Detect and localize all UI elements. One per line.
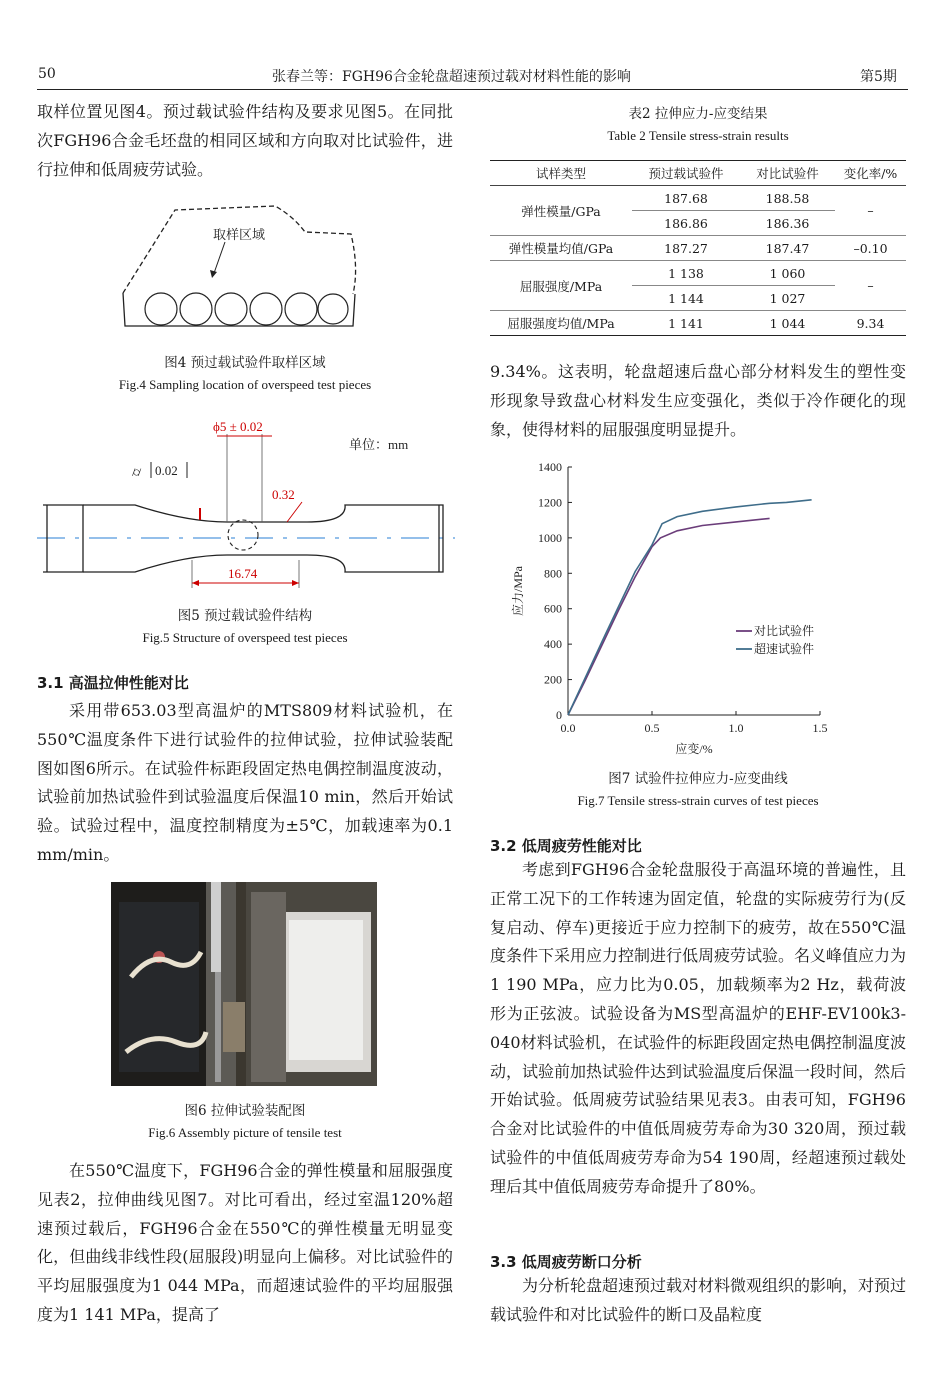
- table-header: 变化率/%: [835, 161, 906, 186]
- blank-disc-outline: [123, 206, 356, 294]
- sample-circle: [250, 293, 282, 325]
- header-rule: [37, 89, 908, 90]
- y-tick-label: 400: [544, 637, 562, 652]
- table-header: 对比试验件: [740, 161, 835, 186]
- y-tick-label: 800: [544, 566, 562, 581]
- figure7-caption-en: Fig.7 Tensile stress-strain curves of test pieces: [577, 793, 819, 808]
- row-label: 弹性模量均值/GPa: [490, 236, 632, 261]
- unit-label: 单位：mm: [349, 437, 409, 452]
- x-tick-label: 0.5: [644, 721, 660, 735]
- photo-illustration: [111, 882, 377, 1086]
- figure6-caption-en: Fig.6 Assembly picture of tensile test: [148, 1125, 342, 1140]
- sample-circle: [285, 293, 317, 325]
- table-cell: 188.58: [765, 190, 810, 206]
- y-tick-label: 600: [544, 601, 562, 616]
- figure4-caption-cn: 图4 预过载试验件取样区域: [164, 355, 326, 371]
- row-label: 屈服强度/MPa: [490, 261, 632, 311]
- table-cell: –0.10: [835, 236, 906, 261]
- series-line-2: [568, 500, 815, 715]
- y-tick-label: 200: [544, 672, 562, 687]
- label-arrow: [213, 242, 225, 276]
- y-tick-label: 1000: [538, 530, 562, 545]
- table-cell: 186.86: [632, 211, 740, 236]
- sample-circle: [145, 293, 177, 325]
- table-cell: –: [835, 261, 906, 311]
- paragraph-lcf-test: 考虑到FGH96合金轮盘服役于高温环境的普遍性，且正常工况下的工作转速为固定值，轮盘的实际疲劳行为(反复启动、停车)更接近于应力控制下的疲劳，故在550℃温度条件下采用应力控制进行低周疲劳试验。名义峰值应力为1 190 MPa，应力比为0.05，加载频率为2 Hz，载荷波形为正弦波。试验设备为MS型高温炉的EHF-EV100k3-040材料试验机，在试验件的标距段固定热电偶控制温度波动，试验前加热试验件达到试验温度后保温一段时间，然后开始试验。低周疲劳试验结果见表3。由表可知，FGH96合金对比试验件的中值低周疲劳寿命为30 320周，预过载试验件的中值低周疲劳寿命为54 190周，经超速预过载处理后其中值低周疲劳寿命提升了80%。: [490, 860, 907, 1196]
- diameter-dimension: ϕ5 ± 0.02: [213, 419, 263, 434]
- table-header: 预过载试验件: [632, 161, 740, 186]
- table2-results: [490, 160, 906, 336]
- table-cell: 9.34: [835, 311, 906, 336]
- y-axis-label: 应力/MPa: [511, 565, 525, 617]
- table-cell: 187.47: [740, 236, 835, 261]
- figure5-caption-en: Fig.5 Structure of overspeed test pieces: [142, 630, 348, 645]
- x-tick-label: 0.0: [560, 721, 576, 735]
- table-row: [490, 311, 906, 336]
- table2-title-cn: 表2 拉伸应力-应变结果: [628, 106, 768, 122]
- figure6-assembly-photo: [111, 882, 377, 1086]
- table-cell: 1 144: [632, 286, 740, 311]
- table-cell: 1 044: [740, 311, 835, 336]
- series-line-1: [568, 518, 770, 715]
- table2-title-en: Table 2 Tensile stress-strain results: [607, 128, 789, 143]
- table-cell: 187.27: [632, 236, 740, 261]
- paragraph-tensile-setup: 采用带653.03型高温炉的MTS809材料试验机，在550℃温度条件下进行试验件的拉伸试验，拉伸试验装配图如图6所示。在试验件标距段固定热电偶控制温度波动，试验前加热试验件到试验温度后保温10 min，然后开始试验。试验过程中，温度控制精度为±5℃，加载速率为0.1 mm/min。: [37, 701, 453, 864]
- paragraph-yield-increase: 9.34%。这表明，轮盘超速后盘心部分材料发生的塑性变形现象导致盘心材料发生应变强化，类似于冷作硬化的现象，使得材料的屈服强度明显提升。: [490, 362, 906, 439]
- section-3-1-title: 3.1 高温拉伸性能对比: [37, 674, 189, 692]
- figure5-specimen-drawing: [37, 410, 457, 600]
- sample-circle: [215, 293, 247, 325]
- figure7-stress-strain-chart: [490, 455, 906, 760]
- figure4-caption-en: Fig.4 Sampling location of overspeed test pieces: [118, 377, 372, 392]
- legend-label: 对比试验件: [754, 624, 815, 638]
- gauge-length-dimension: 16.74: [228, 566, 258, 581]
- sampling-region-label: 取样区域: [213, 227, 266, 242]
- row-label: 弹性模量/GPa: [521, 203, 601, 219]
- running-title: 张春兰等：FGH96合金轮盘超速预过载对材料性能的影响: [272, 69, 631, 85]
- paragraph-sampling: 取样位置见图4。预过载试验件结构及要求见图5。在同批次FGH96合金毛坯盘的相同区域和方向取对比试验件，进行拉伸和低周疲劳试验。: [37, 102, 453, 179]
- table-cell: 187.68: [664, 190, 708, 206]
- radius-dimension: 0.32: [272, 487, 295, 502]
- table-cell: –: [867, 203, 874, 218]
- legend-label: 超速试验件: [754, 642, 815, 656]
- figure6-caption-cn: 图6 拉伸试验装配图: [184, 1103, 306, 1119]
- y-tick-label: 1400: [538, 460, 562, 474]
- row-label: 屈服强度均值/MPa: [490, 311, 632, 336]
- x-tick-label: 1.0: [728, 721, 744, 735]
- arrow-head: [210, 270, 217, 278]
- paragraph-fracture-analysis: 为分析轮盘超速预过载对材料微观组织的影响，对预过载试验件和对比试验件的断口及晶粒度: [490, 1276, 907, 1324]
- sample-circle: [180, 293, 212, 325]
- section-3-2-title: 3.2 低周疲劳性能对比: [490, 837, 642, 855]
- y-tick-label: 0: [556, 708, 562, 722]
- table-header: 试样类型: [490, 161, 632, 186]
- page-number: 50: [38, 66, 56, 82]
- table-cell: 1 138: [632, 261, 740, 286]
- table-cell: 186.36: [740, 211, 835, 236]
- sample-circle: [318, 294, 348, 324]
- disc-base-outline: [123, 293, 355, 326]
- table-cell: 1 027: [740, 286, 835, 311]
- figure5-caption-cn: 图5 预过载试验件结构: [177, 608, 313, 624]
- x-tick-label: 1.5: [812, 721, 828, 735]
- table-row: [490, 186, 906, 211]
- y-tick-label: 1200: [538, 495, 562, 510]
- paragraph-tensile-results: 在550℃温度下，FGH96合金的弹性模量和屈服强度见表2，拉伸曲线见图7。对比可看出，经过室温120%超速预过载后，FGH96合金在550℃的弹性模量无明显变化，但曲线非线性段(屈服段)明显向上偏移。对比试验件的平均屈服强度为1 044 MPa，而超速试验件的平均屈服强度为1 141 MPa，提高了: [37, 1161, 453, 1324]
- table-row: [490, 261, 906, 286]
- x-axis-label: 应变/%: [675, 742, 713, 756]
- flatness-value: 0.02: [155, 463, 178, 478]
- figure7-caption-cn: 图7 试验件拉伸应力-应变曲线: [608, 771, 788, 787]
- table-cell: 1 060: [740, 261, 835, 286]
- table-cell: 1 141: [632, 311, 740, 336]
- flatness-symbol: ⌭: [132, 464, 142, 479]
- section-3-3-title: 3.3 低周疲劳断口分析: [490, 1253, 642, 1271]
- table-row: [490, 236, 906, 261]
- figure4-sampling-diagram: [115, 198, 365, 332]
- issue-number: 第5期: [860, 69, 897, 85]
